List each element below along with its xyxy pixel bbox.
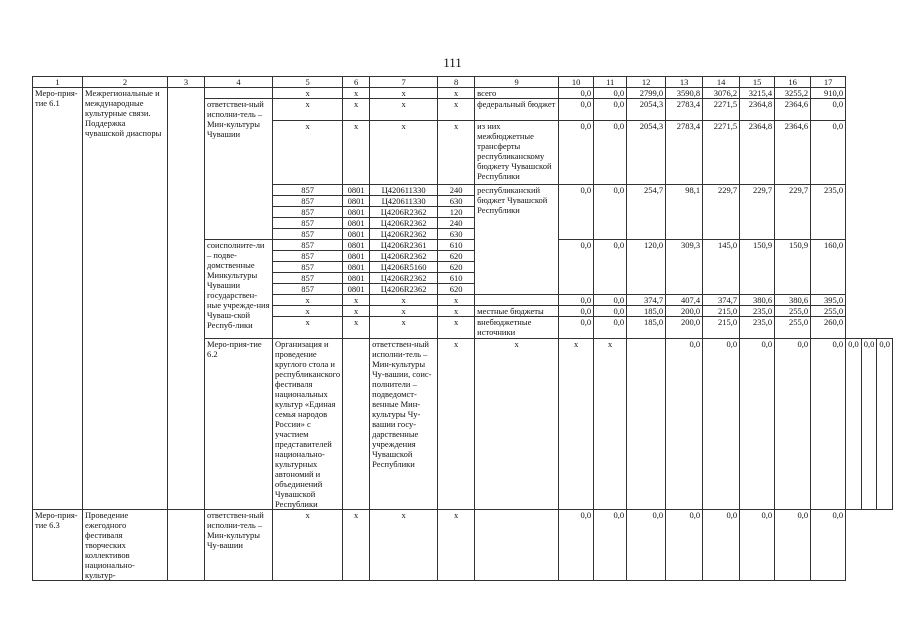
empty-cell [168, 88, 205, 510]
cell: x [438, 99, 475, 121]
source-cell: республиканский бюджет Чувашской Республики [475, 185, 559, 295]
cell: Ц4206R2361 [370, 240, 438, 251]
cell: 0801 [343, 207, 370, 218]
cell: x [343, 510, 370, 581]
cell: x [370, 317, 438, 339]
cell: x [370, 306, 438, 317]
value-cell: 254,7 [627, 185, 666, 240]
cell: x [438, 121, 475, 185]
cell: 240 [438, 185, 475, 196]
value-cell: 0,0 [877, 339, 893, 510]
value-cell: 0,0 [594, 99, 627, 121]
cell: x [438, 339, 475, 510]
value-cell: 0,0 [559, 99, 594, 121]
value-cell: 910,0 [811, 88, 846, 99]
value-cell: 0,0 [594, 240, 627, 295]
value-cell: 200,0 [666, 306, 703, 317]
value-cell: 160,0 [811, 240, 846, 295]
header-cell: 17 [811, 77, 846, 88]
value-cell: 255,0 [775, 317, 811, 339]
cell: 0801 [343, 240, 370, 251]
cell: x [273, 121, 343, 185]
cell: Ц4206R2362 [370, 273, 438, 284]
value-cell: 0,0 [594, 88, 627, 99]
value-cell: 150,9 [740, 240, 775, 295]
empty-cell [168, 510, 205, 581]
value-cell: 2054,3 [627, 99, 666, 121]
cell: 620 [438, 251, 475, 262]
cell: Ц4206R5160 [370, 262, 438, 273]
value-cell: 235,0 [740, 306, 775, 317]
value-cell: 374,7 [703, 295, 740, 306]
cell: 620 [438, 284, 475, 295]
cell: 857 [273, 251, 343, 262]
executor-cell: соисполните-ли – подве-домственные Минкультуры Чувашии государствен-ные учрежде-ния Чуваш-ской Респуб-лики [205, 240, 273, 339]
cell: x [594, 339, 627, 510]
cell: x [273, 306, 343, 317]
value-cell: 380,6 [775, 295, 811, 306]
header-cell: 16 [775, 77, 811, 88]
cell: x [343, 295, 370, 306]
value-cell: 145,0 [703, 240, 740, 295]
cell: 0801 [343, 196, 370, 207]
header-cell: 11 [594, 77, 627, 88]
value-cell: 200,0 [666, 317, 703, 339]
cell: 610 [438, 240, 475, 251]
value-cell: 2364,6 [775, 121, 811, 185]
value-cell: 215,0 [703, 306, 740, 317]
value-cell: 0,0 [846, 339, 862, 510]
executor-cell: ответствен-ный исполни-тель – Мин-культуры Чувашии [205, 99, 273, 240]
measure-name: Проведение ежегодного фестиваля творческих коллективов национально-культур- [83, 510, 168, 581]
cell: x [370, 510, 438, 581]
source-cell [475, 510, 559, 581]
header-cell: 2 [83, 77, 168, 88]
value-cell: 0,0 [811, 121, 846, 185]
value-cell: 407,4 [666, 295, 703, 306]
cell: Ц4206R2362 [370, 251, 438, 262]
cell: x [438, 510, 475, 581]
value-cell: 0,0 [666, 339, 703, 510]
value-cell: 374,7 [627, 295, 666, 306]
cell: x [438, 317, 475, 339]
cell: 0801 [343, 251, 370, 262]
cell: x [343, 121, 370, 185]
value-cell: 98,1 [666, 185, 703, 240]
value-cell: 255,0 [775, 306, 811, 317]
cell: Ц420611330 [370, 196, 438, 207]
cell: 857 [273, 273, 343, 284]
source-cell [475, 295, 559, 306]
value-cell: 0,0 [559, 121, 594, 185]
executor-cell: ответствен-ный исполни-тель – Мин-культуры Чу-вашии, соис-полнители – подведомст-венные Мин-культуры Чу-вашии госу-дарственные учреждения Чувашской Республики [370, 339, 438, 510]
cell: 630 [438, 196, 475, 207]
value-cell: 0,0 [594, 317, 627, 339]
cell: Ц4206R2362 [370, 229, 438, 240]
header-cell: 8 [438, 77, 475, 88]
cell: 610 [438, 273, 475, 284]
cell: 0801 [343, 185, 370, 196]
cell: 0801 [343, 229, 370, 240]
value-cell: 235,0 [740, 317, 775, 339]
value-cell: 0,0 [740, 510, 775, 581]
value-cell: 0,0 [559, 240, 594, 295]
value-cell: 3590,8 [666, 88, 703, 99]
cell: x [273, 99, 343, 121]
value-cell: 2271,5 [703, 121, 740, 185]
source-cell [627, 339, 666, 510]
cell: x [370, 121, 438, 185]
cell: x [273, 317, 343, 339]
table-row [33, 510, 893, 581]
value-cell: 0,0 [740, 339, 775, 510]
header-cell: 6 [343, 77, 370, 88]
cell: 857 [273, 284, 343, 295]
value-cell: 0,0 [594, 121, 627, 185]
header-cell: 12 [627, 77, 666, 88]
value-cell: 0,0 [861, 339, 877, 510]
cell: 857 [273, 185, 343, 196]
value-cell: 0,0 [811, 99, 846, 121]
empty-cell [343, 339, 370, 510]
value-cell: 255,0 [811, 306, 846, 317]
cell: 857 [273, 207, 343, 218]
value-cell: 0,0 [703, 339, 740, 510]
table-row [33, 88, 893, 99]
cell: x [273, 510, 343, 581]
header-row [33, 77, 893, 88]
value-cell: 2364,6 [775, 99, 811, 121]
cell: 857 [273, 240, 343, 251]
header-cell: 4 [205, 77, 273, 88]
header-cell: 9 [475, 77, 559, 88]
value-cell: 0,0 [775, 510, 811, 581]
executor-cell [205, 88, 273, 99]
header-cell: 10 [559, 77, 594, 88]
value-cell: 229,7 [703, 185, 740, 240]
source-cell: внебюджетные источники [475, 317, 559, 339]
cell: x [370, 295, 438, 306]
page-number: 111 [443, 55, 462, 70]
cell: Ц4206R2362 [370, 284, 438, 295]
value-cell: 120,0 [627, 240, 666, 295]
value-cell: 185,0 [627, 317, 666, 339]
cell: x [343, 306, 370, 317]
cell: 240 [438, 218, 475, 229]
source-cell: местные бюджеты [475, 306, 559, 317]
value-cell: 0,0 [666, 510, 703, 581]
cell: 0801 [343, 262, 370, 273]
value-cell: 395,0 [811, 295, 846, 306]
value-cell: 185,0 [627, 306, 666, 317]
value-cell: 215,0 [703, 317, 740, 339]
executor-cell: ответствен-ный исполни-тель – Мин-культуры Чу-вашии [205, 510, 273, 581]
cell: 620 [438, 262, 475, 273]
header-cell: 1 [33, 77, 83, 88]
header-cell: 15 [740, 77, 775, 88]
value-cell: 0,0 [559, 295, 594, 306]
value-cell: 0,0 [775, 339, 811, 510]
cell: x [438, 295, 475, 306]
value-cell: 2054,3 [627, 121, 666, 185]
value-cell: 0,0 [811, 510, 846, 581]
cell: 630 [438, 229, 475, 240]
cell: 857 [273, 218, 343, 229]
cell: x [438, 306, 475, 317]
header-cell: 5 [273, 77, 343, 88]
value-cell: 2364,8 [740, 99, 775, 121]
header-cell: 13 [666, 77, 703, 88]
source-cell: всего [475, 88, 559, 99]
value-cell: 150,9 [775, 240, 811, 295]
cell: x [370, 99, 438, 121]
source-cell: из них межбюджетные трансферты республиканскому бюджету Чувашской Республики [475, 121, 559, 185]
measure-code: Меро-прия-тие 6.2 [205, 339, 273, 510]
header-cell: 14 [703, 77, 740, 88]
measure-code: Меро-прия-тие 6.3 [33, 510, 83, 581]
value-cell: 309,3 [666, 240, 703, 295]
value-cell: 2271,5 [703, 99, 740, 121]
value-cell: 380,6 [740, 295, 775, 306]
cell: x [475, 339, 559, 510]
cell: x [343, 88, 370, 99]
value-cell: 2799,0 [627, 88, 666, 99]
cell: 120 [438, 207, 475, 218]
value-cell: 0,0 [559, 306, 594, 317]
value-cell: 229,7 [740, 185, 775, 240]
cell: x [343, 317, 370, 339]
value-cell: 235,0 [811, 185, 846, 240]
value-cell: 0,0 [594, 185, 627, 240]
cell: 857 [273, 229, 343, 240]
cell: 857 [273, 262, 343, 273]
cell: Ц4206R2362 [370, 207, 438, 218]
header-cell: 3 [168, 77, 205, 88]
measure-code: Меро-прия-тие 6.1 [33, 88, 83, 510]
cell: 0801 [343, 273, 370, 284]
value-cell: 0,0 [594, 306, 627, 317]
source-cell: федеральный бюджет [475, 99, 559, 121]
value-cell: 3076,2 [703, 88, 740, 99]
value-cell: 0,0 [559, 317, 594, 339]
cell: 0801 [343, 284, 370, 295]
cell: x [273, 295, 343, 306]
value-cell: 2783,4 [666, 121, 703, 185]
cell: 857 [273, 196, 343, 207]
cell: x [559, 339, 594, 510]
cell: x [343, 99, 370, 121]
value-cell: 0,0 [627, 510, 666, 581]
measure-name: Межрегиональные и международные культурные связи. Поддержка чувашской диаспоры [83, 88, 168, 510]
value-cell: 260,0 [811, 317, 846, 339]
value-cell: 0,0 [559, 185, 594, 240]
value-cell: 2783,4 [666, 99, 703, 121]
value-cell: 0,0 [811, 339, 846, 510]
value-cell: 2364,8 [740, 121, 775, 185]
value-cell: 229,7 [775, 185, 811, 240]
value-cell: 0,0 [559, 510, 594, 581]
cell: Ц420611330 [370, 185, 438, 196]
budget-table [32, 76, 893, 581]
value-cell: 0,0 [559, 88, 594, 99]
value-cell: 3255,2 [775, 88, 811, 99]
cell: x [273, 88, 343, 99]
cell: x [370, 88, 438, 99]
value-cell: 3215,4 [740, 88, 775, 99]
cell: 0801 [343, 218, 370, 229]
value-cell: 0,0 [594, 295, 627, 306]
header-cell: 7 [370, 77, 438, 88]
cell: Ц4206R2362 [370, 218, 438, 229]
value-cell: 0,0 [594, 510, 627, 581]
value-cell: 0,0 [703, 510, 740, 581]
measure-name: Организация и проведение круглого стола и республиканского фестиваля национальных культур «Единая семья народов России» с участием представителей национально-культурных автономий и объединений Чувашской Республики [273, 339, 343, 510]
cell: x [438, 88, 475, 99]
